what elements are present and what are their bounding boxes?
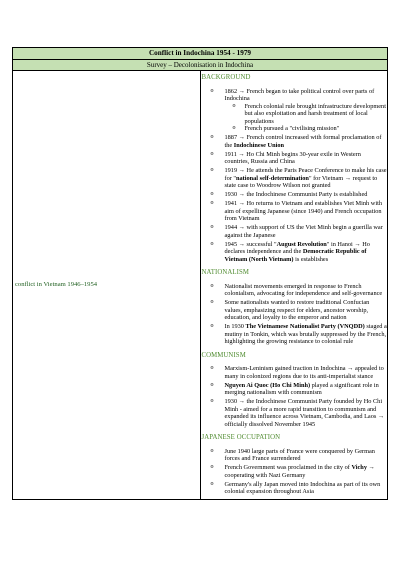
list-item: o French Government was proclaimed in the city of Vichy → cooperating with Nazi Germany: [201, 464, 388, 479]
list-item: o Marxism-Leninism gained traction in Indochina → appealed to many in colonized regions due to its anti-imperialist stance: [201, 365, 388, 380]
communism-list: [201, 365, 388, 428]
list-item: o 1945 → successful "August Revolution" in Hanoi → Ho declares independence and the Democratic Republic of Vietnam (North Vietnam) is establishes: [201, 241, 388, 264]
japanese-occupation-list: [201, 448, 388, 496]
list-item: o 1919 → He attends the Paris Peace Conference to make his case for "national self-determination" for Vietnam → request to state case to Woodrow Wilson not granted: [201, 167, 388, 190]
list-item: o Nationalist movements emerged in response to French colonialism, advocating for independence and self-governance: [201, 283, 388, 298]
list-item: o 1944 → with support of US the Viet Minh begin a guerilla war against the Japanese: [201, 224, 388, 239]
section-heading-japanese-occupation: JAPANESE OCCUPATION: [201, 434, 281, 441]
list-item: o 1862 → French began to take political control over parts of Indochina: [201, 88, 388, 103]
table-subtitle: Survey – Decolonisation in Indochina: [13, 60, 388, 71]
list-item: o French pursued a "civilising mission": [201, 125, 388, 133]
section-heading-communism: COMMUNISM: [201, 351, 246, 359]
list-item: o In 1930 The Vietnamese Nationalist Party (VNQDD) staged a mutiny in Tonkin, which was brutally suppressed by the French, highlighting the growing resistance to colonial rule: [201, 323, 388, 346]
survey-table: [12, 47, 388, 500]
background-list: [201, 88, 388, 264]
section-heading-background: BACKGROUND: [201, 74, 251, 81]
list-item: o 1887 → French control increased with formal proclamation of the Indochinese Union: [201, 134, 388, 149]
list-item: o 1911 → Ho Chi Minh begins 30-year exile in Western countries, Russia and China: [201, 151, 388, 166]
list-item: o 1930 → the Indochinese Communist Party founded by Ho Chi Minh - aimed for a more rapid transition to communism and expanded its influence across Vietnam, Cambodia, and Laos → officially dissolved November 1945: [201, 398, 388, 428]
list-item: o Some nationalists wanted to restore traditional Confucian values, emphasizing respect for elders, ancestor worship, education, and loyalty to the emperor and nation: [201, 299, 388, 322]
list-item: o 1941 → Ho returns to Vietnam and establishes Viet Minh with aim of expelling Japanese (since 1940) and French occupation from Vietnam: [201, 200, 388, 223]
list-item: o French colonial rule brought infrastructure development but also exploitation and harsh treatment of local populations: [201, 103, 388, 126]
nationalism-list: [201, 283, 388, 346]
list-item: o June 1940 large parts of France were conquered by German forces and France surrendered: [201, 448, 388, 463]
list-item: o Germany's ally Japan moved into Indochina as part of its own colonial expansion throughout Asia: [201, 481, 388, 496]
list-item: o Nguyen Ai Quoc (Ho Chi Minh) played a significant role in merging nationalism with communism: [201, 382, 388, 397]
left-cell: [13, 71, 201, 500]
topic-label: conflict in Vietnam 1946–1954: [15, 280, 98, 288]
table-title: Conflict in Indochina 1954 - 1979: [13, 48, 388, 60]
content-cell: [200, 71, 388, 500]
list-item: o 1930 → the Indochinese Communist Party is established: [201, 191, 388, 199]
document-page: [12, 47, 388, 500]
section-heading-nationalism: NATIONALISM: [201, 269, 250, 276]
